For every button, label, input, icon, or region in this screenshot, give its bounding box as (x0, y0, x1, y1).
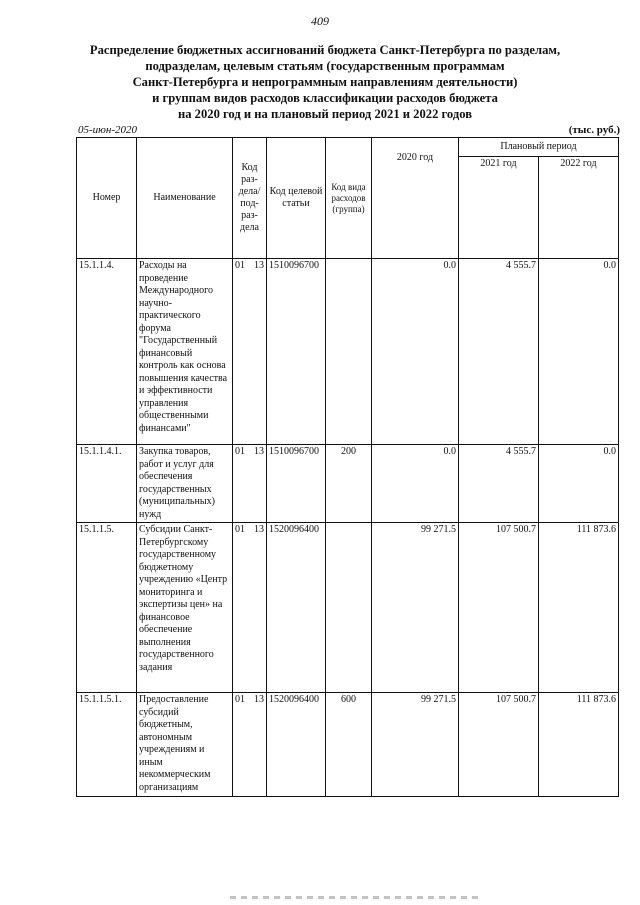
row-target-code: 1510096700 (267, 445, 326, 523)
row-target-code: 1520096400 (267, 523, 326, 693)
units-label: (тыс. руб.) (568, 124, 620, 136)
budget-table (76, 137, 619, 797)
scan-artifact (230, 896, 480, 899)
row-name: Предоставление субсидий бюджетным, автономным учреждениям и иным некоммерческим организациям (137, 693, 233, 797)
header-year-2020: 2020 год (372, 138, 459, 259)
row-2021: 4 555.7 (459, 259, 539, 445)
row-section-code (233, 523, 267, 693)
subsection: 13 (254, 260, 264, 271)
header-section-code: Код раз- дела/ под- раз- дела (233, 138, 267, 259)
row-2022: 0.0 (539, 259, 619, 445)
header-target-code: Код целевой статьи (267, 138, 326, 259)
header-number: Номер (77, 138, 137, 259)
header-expense-code: Код вида расходов (группа) (326, 138, 372, 259)
row-expense-code: 600 (326, 693, 372, 797)
title-line: и группам видов расходов классификации расходов бюджета (152, 91, 498, 105)
table-row (77, 259, 619, 445)
row-2022: 111 873.6 (539, 523, 619, 693)
section: 01 (235, 260, 245, 271)
row-number: 15.1.1.5. (77, 523, 137, 693)
row-2020: 99 271.5 (372, 523, 459, 693)
header-plan-period: Плановый период (459, 138, 619, 157)
title-line: Распределение бюджетных ассигнований бюджета Санкт-Петербурга по разделам, (89, 43, 561, 57)
row-name: Расходы на проведение Международного научно-практического форума "Государственный финансовый контроль как основа повышения качества и эффективности управления общественными финансами" (137, 259, 233, 445)
row-section-code (233, 445, 267, 523)
header-name: Наименование (137, 138, 233, 259)
title-line: Санкт-Петербурга и непрограммным направлениям деятельности) (132, 75, 518, 89)
row-target-code: 1510096700 (267, 259, 326, 445)
row-section-code (233, 693, 267, 797)
page-number: 409 (311, 14, 329, 28)
row-2022: 0.0 (539, 445, 619, 523)
section: 01 (235, 694, 245, 705)
document-title (60, 42, 590, 122)
title-line: на 2020 год и на плановый период 2021 и 2022 годов (177, 107, 473, 121)
table-row (77, 693, 619, 797)
table-row (77, 523, 619, 693)
subsection: 13 (254, 446, 264, 457)
document-date: 05-июн-2020 (78, 124, 138, 136)
row-name: Закупка товаров, работ и услуг для обеспечения государственных (муниципальных) нужд (137, 445, 233, 523)
header-year-2021: 2021 год (459, 157, 539, 259)
row-number: 15.1.1.4. (77, 259, 137, 445)
row-section-code (233, 259, 267, 445)
row-2020: 0.0 (372, 259, 459, 445)
subsection: 13 (254, 524, 264, 535)
section: 01 (235, 524, 245, 535)
row-name: Субсидии Санкт-Петербургскому государственному бюджетному учреждению «Центр мониторинга и экспертизы цен» на финансовое обеспечение выполнения государственного задания (137, 523, 233, 693)
row-2020: 0.0 (372, 445, 459, 523)
row-2021: 4 555.7 (459, 445, 539, 523)
row-expense-code: 200 (326, 445, 372, 523)
title-line: подразделам, целевым статьям (государственным программам (145, 59, 505, 73)
row-number: 15.1.1.4.1. (77, 445, 137, 523)
row-expense-code (326, 523, 372, 693)
row-number: 15.1.1.5.1. (77, 693, 137, 797)
row-expense-code (326, 259, 372, 445)
section: 01 (235, 446, 245, 457)
row-2021: 107 500.7 (459, 523, 539, 693)
row-2021: 107 500.7 (459, 693, 539, 797)
header-row (77, 138, 619, 157)
row-2022: 111 873.6 (539, 693, 619, 797)
row-2020: 99 271.5 (372, 693, 459, 797)
row-target-code: 1520096400 (267, 693, 326, 797)
table-row (77, 445, 619, 523)
subsection: 13 (254, 694, 264, 705)
header-year-2022: 2022 год (539, 157, 619, 259)
